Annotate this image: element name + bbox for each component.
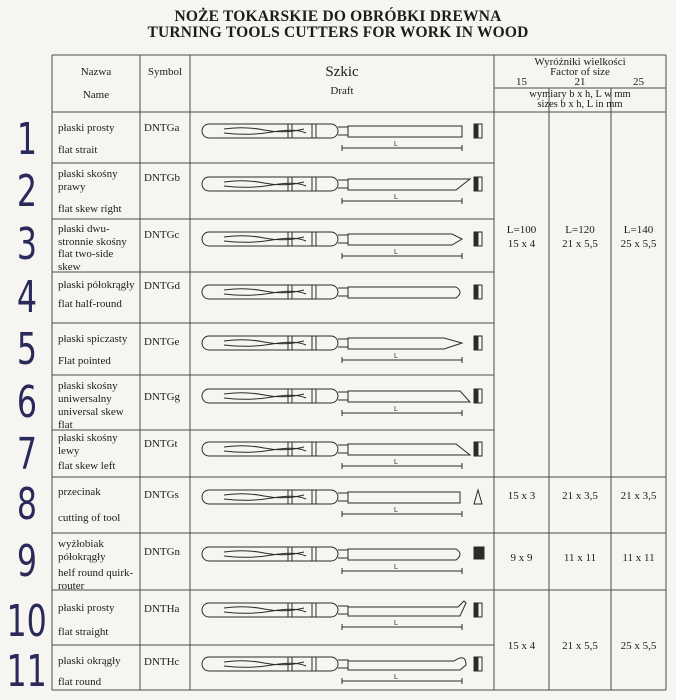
- size-value: 11 x 11: [622, 552, 655, 564]
- tool-drawing-cutting: [194, 484, 494, 524]
- size-value: 21 x 3,5: [562, 490, 598, 502]
- row-symbol: DNTGa: [144, 122, 180, 134]
- row-number-8: 8: [16, 479, 38, 530]
- row-symbol: DNTGt: [144, 438, 178, 450]
- size-value: L=100: [506, 224, 537, 236]
- tool-drawing-flat-straight-2: [194, 597, 494, 637]
- row-number-5: 5: [16, 324, 38, 375]
- size-value: 25 x 5,5: [620, 640, 657, 652]
- size-value: 25 x 5,5: [620, 238, 657, 250]
- row-number-3: 3: [16, 219, 38, 270]
- row-symbol: DNTGb: [144, 172, 181, 184]
- header-size-pl: Wyróżniki wielkości: [534, 56, 626, 68]
- size-value: 11 x 11: [563, 552, 597, 564]
- header-dims-pl: wymiary b x h, L w mm: [529, 89, 631, 100]
- header-name-pl: Nazwa: [80, 66, 112, 78]
- row-name-pl: płaski skośny lewy: [58, 432, 118, 457]
- length-label: L: [394, 141, 398, 148]
- tool-drawing-pointed: [194, 330, 494, 370]
- size-value: 15 x 4: [507, 238, 536, 250]
- size-value: L=140: [623, 224, 654, 236]
- size-value: 9 x 9: [510, 552, 533, 564]
- length-label: L: [394, 564, 398, 571]
- row-name-en: flat two-side skew: [58, 248, 114, 273]
- row-name-en: flat skew left: [58, 460, 116, 472]
- row-name-pl: płaski skośny uniwersalny: [58, 380, 118, 405]
- row-name-pl: płaski spiczasty: [58, 333, 128, 345]
- row-name-en: flat skew right: [58, 203, 122, 215]
- header-name-en: Name: [82, 89, 110, 101]
- length-label: L: [394, 194, 398, 201]
- row-name-pl: wyżłobiak półokrągły: [58, 538, 106, 563]
- size-value: 15 x 3: [507, 490, 536, 502]
- row-name-en: Flat pointed: [58, 355, 111, 367]
- row-symbol: DNTHa: [144, 603, 180, 615]
- header-symbol: Symbol: [147, 66, 183, 78]
- length-label: L: [394, 674, 398, 681]
- header-dims-en: sizes b x h, L in mm: [537, 99, 623, 110]
- header-size-25: 25: [633, 76, 644, 88]
- row-name-en: helf round quirk-router: [58, 567, 134, 592]
- row-name-pl: płaski półokrągły: [58, 279, 135, 291]
- row-number-7: 7: [16, 429, 38, 480]
- row-name-pl: płaski dwu-stronnie skośny: [58, 223, 127, 248]
- row-number-2: 2: [16, 166, 38, 217]
- row-number-4: 4: [16, 272, 38, 323]
- row-name-en: flat strait: [58, 144, 98, 156]
- size-value: L=120: [565, 224, 595, 236]
- tool-drawing-quirk-router: [194, 541, 494, 581]
- row-number-6: 6: [16, 377, 38, 428]
- length-label: L: [394, 406, 398, 413]
- header-size-en: Factor of size: [550, 66, 610, 78]
- row-name-pl: płaski okrągły: [58, 655, 121, 667]
- row-number-9: 9: [16, 536, 38, 587]
- row-name-en: cutting of tool: [58, 512, 121, 524]
- tool-drawing-half-round: [194, 279, 494, 319]
- tool-drawing-skew-left: [194, 436, 494, 476]
- header-draft-pl: Szkic: [325, 64, 359, 80]
- tool-drawing-flat-round: [194, 651, 494, 691]
- row-name-en: flat straight: [58, 626, 109, 638]
- row-number-1: 1: [16, 114, 38, 165]
- row-symbol: DNTGs: [144, 489, 179, 501]
- row-name-en: universal skew flat: [58, 406, 124, 431]
- row-symbol: DNTGc: [144, 229, 180, 241]
- tool-drawing-two-side-skew: [194, 226, 494, 266]
- tool-drawing-universal-skew: [194, 383, 494, 423]
- title-english: TURNING TOOLS CUTTERS FOR WORK IN WOOD: [147, 24, 529, 41]
- row-symbol: DNTHc: [144, 656, 180, 668]
- row-symbol: DNTGe: [144, 336, 180, 348]
- length-label: L: [394, 507, 398, 514]
- length-label: L: [394, 620, 398, 627]
- row-name-pl: płaski skośny prawy: [58, 168, 118, 193]
- row-name-pl: przecinak: [58, 486, 101, 498]
- size-value: 21 x 5,5: [562, 238, 598, 250]
- header-draft-en: Draft: [330, 85, 354, 97]
- size-value: 21 x 5,5: [562, 640, 598, 652]
- row-name-pl: płaski prosty: [58, 122, 115, 134]
- tool-drawing-skew-right: [194, 171, 494, 211]
- length-label: L: [394, 459, 398, 466]
- row-symbol: DNTGn: [144, 546, 181, 558]
- row-number-10: 10: [6, 596, 47, 647]
- tool-drawing-flat-straight: [194, 118, 494, 158]
- row-symbol: DNTGg: [144, 391, 181, 403]
- length-label: L: [394, 353, 398, 360]
- header-size-21: 21: [574, 76, 586, 88]
- size-value: 21 x 3,5: [620, 490, 657, 502]
- size-value: 15 x 4: [507, 640, 536, 652]
- header-size-15: 15: [516, 76, 527, 88]
- row-name-pl: płaski prosty: [58, 602, 115, 614]
- row-name-en: flat round: [58, 676, 102, 688]
- row-symbol: DNTGd: [144, 280, 181, 292]
- length-label: L: [394, 249, 398, 256]
- row-number-11: 11: [6, 646, 47, 697]
- title-polish: NOŻE TOKARSKIE DO OBRÓBKI DREWNA: [174, 8, 502, 25]
- row-name-en: flat half-round: [58, 298, 122, 310]
